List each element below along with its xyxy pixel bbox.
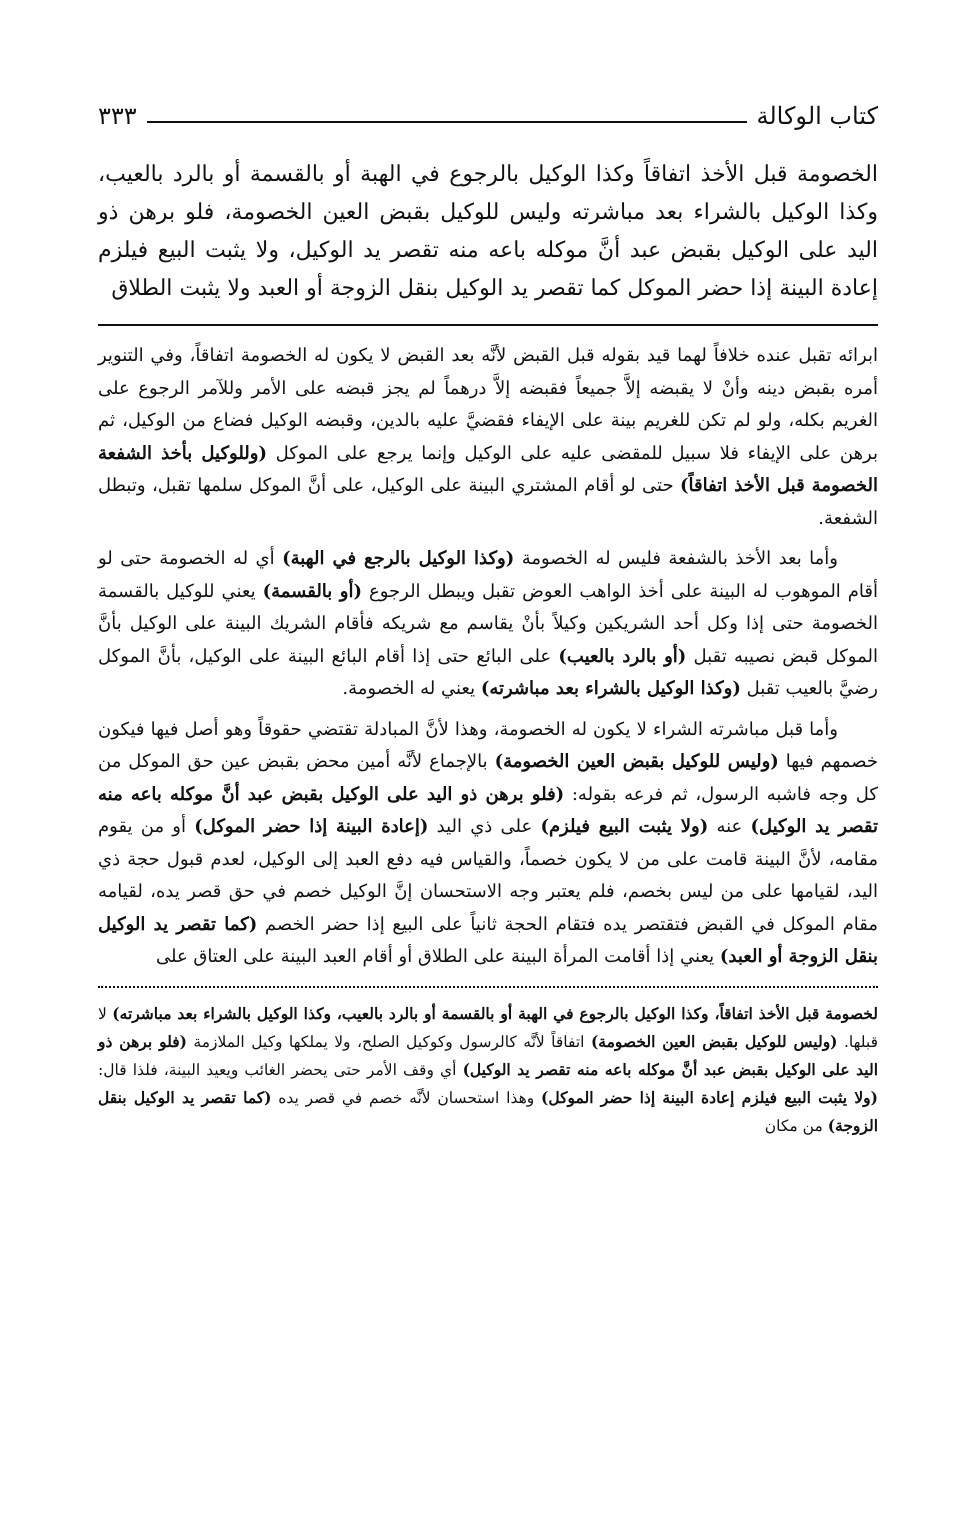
quoted-matn: (كما تقصر يد الوكيل بنقل الزوجة) bbox=[98, 1087, 878, 1135]
quoted-matn: (وليس للوكيل بقبض العين الخصومة) bbox=[590, 1031, 838, 1051]
commentary-paragraph-2: وأما بعد الأخذ بالشفعة فليس له الخصومة (وكذا الوكيل بالرجع في الهبة) أي له الخصومة حتى لو أقام الموهوب له البينة على أخذ الواهب العوض تقبل ويبطل الرجوع (أو بالقسمة) يعني للوكيل بالقسمة الخصومة حتى إذا وكل أحد الشريكين وكيلاً بأنْ يقاسم مع شريكه فأقام الشريك البينة على الوكيل بأنَّ الموكل قبض نصيبه تقبل (أو بالرد بالعيب) على البائع حتى إذا أقام البائع البينة على الوكيل، بأنَّ الموكل رضيَّ بالعيب تقبل (وكذا الوكيل بالشراء بعد مباشرته) يعني له الخصومة. bbox=[98, 548, 879, 699]
footnote bbox=[98, 1000, 878, 1140]
main-paragraph: الخصومة قبل الأخذ اتفاقاً وكذا الوكيل بالرجوع في الهبة أو بالقسمة أو بالرد بالعيب، وكذا الوكيل بالشراء بعد مباشرته وليس للوكيل بقبض العين الخصومة، فلو برهن ذو اليد على الوكيل بقبض عبد أنَّ موكله باعه منه تقصر يد الوكيل، ولا يثبت البيع فيلزم إعادة البينة إذا حضر الموكل كما تقصر يد الوكيل بنقل الزوجة أو العبد ولا يثبت الطلاق bbox=[98, 162, 878, 301]
quoted-matn: (وكذا الوكيل بالرجع في الهبة) bbox=[282, 548, 515, 569]
quoted-matn: (وللوكيل بأخذ الشفعة الخصومة قبل الأخذ اتفاقاً) bbox=[98, 442, 878, 496]
commentary-paragraph-1: ابرائه تقبل عنده خلافاً لهما قيد بقوله قبل القبض لأنَّه بعد القبض لا يكون له الخصومة اتفاقاً، وفي التنوير أمره بقبض دينه وأنْ لا يقبضه إلاَّ جميعاً فقبضه إلاَّ درهماً لم يجز قبضه على الأمر وللآمر الرجوع على الغريم بكله، ولو لم تكن للغريم بينة على الإيفاء فقضيَّ عليه بالدين، وقبضه الوكيل فضاع من الوكيل، ثم برهن على الإيفاء فلا سبيل للمقضى عليه على الوكيل وإنما يرجع على الموكل (وللوكيل بأخذ الشفعة الخصومة قبل الأخذ اتفاقاً) حتى لو أقام المشتري البينة على الوكيل، على أنَّ الموكل سلمها تقبل، وتبطل الشفعة. bbox=[98, 345, 879, 529]
quoted-matn: (فلو برهن ذو اليد على الوكيل بقبض عبد أنَّ موكله باعه منه تقصر يد الوكيل) bbox=[98, 783, 879, 837]
main-divider bbox=[98, 324, 878, 326]
book-title: كتاب الوكالة bbox=[756, 102, 878, 130]
quoted-matn: (ولا يثبت البيع فيلزم) bbox=[540, 816, 709, 837]
book-page bbox=[98, 96, 878, 1140]
quoted-matn: (أو بالرد بالعيب) bbox=[558, 645, 687, 667]
quoted-matn: (فلو برهن ذو اليد على الوكيل بقبض عبد أنَّ موكله باعه منه تقصر يد الوكيل) bbox=[98, 1031, 878, 1079]
header-rule bbox=[147, 121, 747, 123]
commentary bbox=[98, 340, 878, 974]
quoted-matn: (وكذا الوكيل بالشراء بعد مباشرته) bbox=[480, 678, 741, 699]
quoted-matn: لخصومة قبل الأخذ اتفاقاً، وكذا الوكيل بالرجوع في الهبة أو بالقسمة أو بالرد بالعيب، وكذا الوكيل بالشراء بعد مباشرته) bbox=[112, 1003, 878, 1023]
page-header bbox=[98, 96, 878, 136]
quoted-matn: (أو بالقسمة) bbox=[262, 580, 363, 602]
main-text bbox=[98, 156, 878, 308]
quoted-matn: (كما تقصر يد الوكيل بنقل الزوجة أو العبد) bbox=[98, 913, 878, 967]
quoted-matn: (وليس للوكيل بقبض العين الخصومة) bbox=[494, 751, 779, 772]
footnote-divider bbox=[98, 986, 878, 988]
quoted-matn: (ولا يثبت البيع فيلزم إعادة البينة إذا حضر الموكل) bbox=[541, 1087, 878, 1107]
footnote-paragraph: لخصومة قبل الأخذ اتفاقاً، وكذا الوكيل بالرجوع في الهبة أو بالقسمة أو بالرد بالعيب، وكذا الوكيل بالشراء بعد مباشرته) لا قبلها. (وليس للوكيل بقبض العين الخصومة) اتفاقاً لأنَّه كالرسول وكوكيل الصلح، ولا يملكها وكيل الملازمة (فلو برهن ذو اليد على الوكيل بقبض عبد أنَّ موكله باعه منه تقصر يد الوكيل) أي وقف الأمر حتى يحضر الغائب ويعيد البينة، فلذا قال: (ولا يثبت البيع فيلزم إعادة البينة إذا حضر الموكل) وهذا استحسان لأنَّه خصم في قصر يده (كما تقصر يد الوكيل بنقل الزوجة) من مكان bbox=[98, 1003, 878, 1135]
commentary-paragraph-3: وأما قبل مباشرته الشراء لا يكون له الخصومة، وهذا لأنَّ المبادلة تقتضي حقوقاً وهو أصل فيها فيكون خصمهم فيها (وليس للوكيل بقبض العين الخصومة) بالإجماع لأنَّه أمين محض بقبض عين حق الموكل من كل وجه فاشبه الرسول، ثم فرعه بقوله: (فلو برهن ذو اليد على الوكيل بقبض عبد أنَّ موكله باعه منه تقصر يد الوكيل) عنه (ولا يثبت البيع فيلزم) على ذي اليد (إعادة البينة إذا حضر الموكل) أو من يقوم مقامه، لأنَّ البينة قامت على من لا يكون خصماً، والقياس فيه دفع العبد إلى الوكيل، لعدم قبول حجة ذي اليد، لقيامها على من ليس بخصم، فلم يعتبر وجه الاستحسان إنَّ الوكيل خصم في حق قصر يده، لقيامه مقام الموكل في القبض فتقتصر يده فتقام الحجة ثانياً على البيع إذا حضر الخصم (كما تقصر يد الوكيل بنقل الزوجة أو العبد) يعني إذا أقامت المرأة البينة على الطلاق أو أقام العبد البينة على العتاق على bbox=[98, 718, 879, 967]
page-number: ٣٣٣ bbox=[98, 102, 137, 130]
quoted-matn: (إعادة البينة إذا حضر الموكل) bbox=[194, 816, 429, 837]
